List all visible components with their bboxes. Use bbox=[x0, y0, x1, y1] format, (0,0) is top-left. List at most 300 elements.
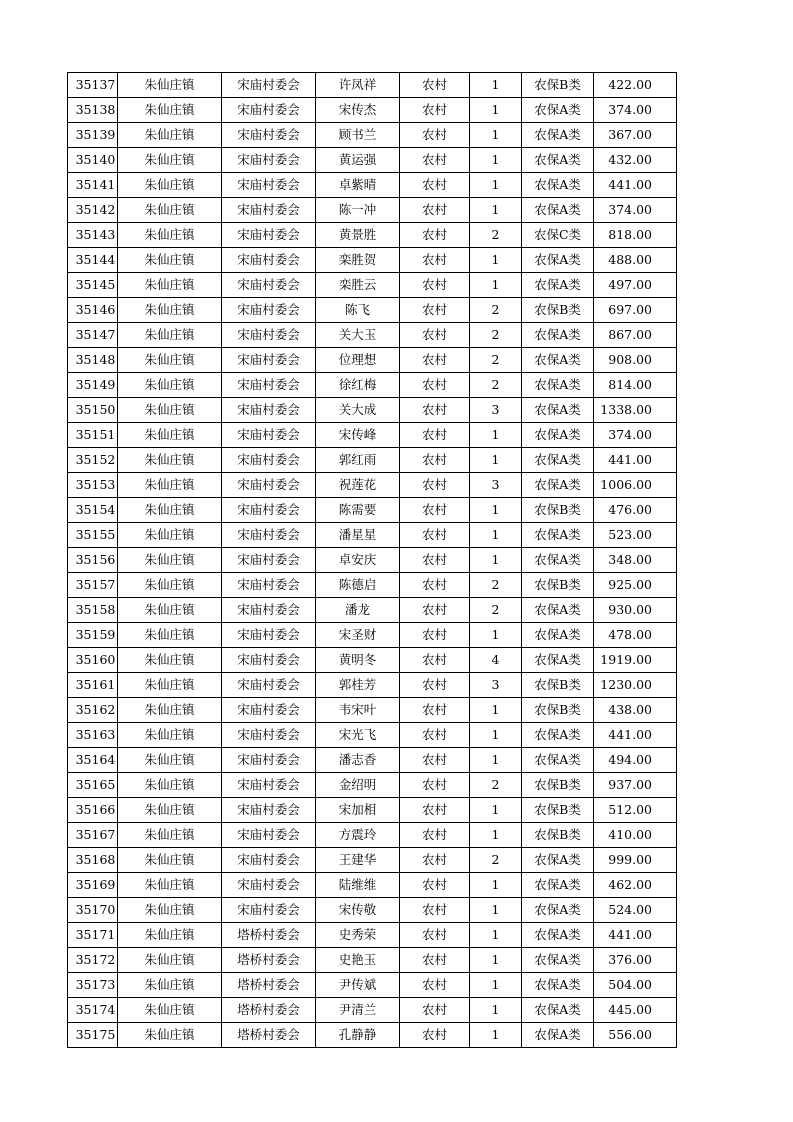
town-cell: 朱仙庄镇 bbox=[118, 873, 222, 898]
category-cell: 农保A类 bbox=[522, 848, 594, 873]
amount-cell: 930.00 bbox=[594, 598, 677, 623]
serial-cell: 35166 bbox=[68, 798, 118, 823]
village-committee-cell: 宋庙村委会 bbox=[222, 848, 316, 873]
town-cell: 朱仙庄镇 bbox=[118, 98, 222, 123]
name-cell: 黄运强 bbox=[316, 148, 400, 173]
serial-cell: 35172 bbox=[68, 948, 118, 973]
serial-cell: 35173 bbox=[68, 973, 118, 998]
name-cell: 陆维维 bbox=[316, 873, 400, 898]
serial-cell: 35143 bbox=[68, 223, 118, 248]
village-committee-cell: 宋庙村委会 bbox=[222, 748, 316, 773]
area-type-cell: 农村 bbox=[400, 623, 470, 648]
amount-cell: 494.00 bbox=[594, 748, 677, 773]
household-size-cell: 2 bbox=[470, 323, 522, 348]
serial-cell: 35146 bbox=[68, 298, 118, 323]
amount-cell: 441.00 bbox=[594, 173, 677, 198]
household-size-cell: 2 bbox=[470, 373, 522, 398]
name-cell: 尹传斌 bbox=[316, 973, 400, 998]
household-size-cell: 1 bbox=[470, 548, 522, 573]
town-cell: 朱仙庄镇 bbox=[118, 748, 222, 773]
category-cell: 农保B类 bbox=[522, 798, 594, 823]
serial-cell: 35140 bbox=[68, 148, 118, 173]
name-cell: 方震玲 bbox=[316, 823, 400, 848]
area-type-cell: 农村 bbox=[400, 973, 470, 998]
household-size-cell: 4 bbox=[470, 648, 522, 673]
serial-cell: 35155 bbox=[68, 523, 118, 548]
village-committee-cell: 宋庙村委会 bbox=[222, 173, 316, 198]
area-type-cell: 农村 bbox=[400, 523, 470, 548]
amount-cell: 374.00 bbox=[594, 198, 677, 223]
household-size-cell: 1 bbox=[470, 873, 522, 898]
area-type-cell: 农村 bbox=[400, 573, 470, 598]
village-committee-cell: 宋庙村委会 bbox=[222, 423, 316, 448]
table-row bbox=[68, 673, 677, 698]
serial-cell: 35161 bbox=[68, 673, 118, 698]
name-cell: 潘志香 bbox=[316, 748, 400, 773]
table-row bbox=[68, 873, 677, 898]
name-cell: 潘星星 bbox=[316, 523, 400, 548]
village-committee-cell: 宋庙村委会 bbox=[222, 498, 316, 523]
area-type-cell: 农村 bbox=[400, 948, 470, 973]
table-row bbox=[68, 73, 677, 98]
town-cell: 朱仙庄镇 bbox=[118, 323, 222, 348]
table-row bbox=[68, 1023, 677, 1048]
table-row bbox=[68, 223, 677, 248]
village-committee-cell: 宋庙村委会 bbox=[222, 348, 316, 373]
village-committee-cell: 宋庙村委会 bbox=[222, 873, 316, 898]
village-committee-cell: 宋庙村委会 bbox=[222, 548, 316, 573]
area-type-cell: 农村 bbox=[400, 923, 470, 948]
category-cell: 农保A类 bbox=[522, 723, 594, 748]
town-cell: 朱仙庄镇 bbox=[118, 923, 222, 948]
table-row bbox=[68, 723, 677, 748]
household-size-cell: 1 bbox=[470, 798, 522, 823]
amount-cell: 410.00 bbox=[594, 823, 677, 848]
amount-cell: 818.00 bbox=[594, 223, 677, 248]
household-size-cell: 2 bbox=[470, 348, 522, 373]
name-cell: 郭桂芳 bbox=[316, 673, 400, 698]
category-cell: 农保A类 bbox=[522, 98, 594, 123]
area-type-cell: 农村 bbox=[400, 223, 470, 248]
village-committee-cell: 宋庙村委会 bbox=[222, 398, 316, 423]
town-cell: 朱仙庄镇 bbox=[118, 448, 222, 473]
amount-cell: 999.00 bbox=[594, 848, 677, 873]
category-cell: 农保A类 bbox=[522, 973, 594, 998]
table-row bbox=[68, 248, 677, 273]
village-committee-cell: 宋庙村委会 bbox=[222, 798, 316, 823]
area-type-cell: 农村 bbox=[400, 473, 470, 498]
serial-cell: 35162 bbox=[68, 698, 118, 723]
category-cell: 农保A类 bbox=[522, 623, 594, 648]
area-type-cell: 农村 bbox=[400, 373, 470, 398]
amount-cell: 441.00 bbox=[594, 923, 677, 948]
table-row bbox=[68, 123, 677, 148]
amount-cell: 497.00 bbox=[594, 273, 677, 298]
village-committee-cell: 宋庙村委会 bbox=[222, 198, 316, 223]
area-type-cell: 农村 bbox=[400, 198, 470, 223]
category-cell: 农保A类 bbox=[522, 148, 594, 173]
area-type-cell: 农村 bbox=[400, 323, 470, 348]
household-size-cell: 1 bbox=[470, 748, 522, 773]
village-committee-cell: 宋庙村委会 bbox=[222, 473, 316, 498]
town-cell: 朱仙庄镇 bbox=[118, 773, 222, 798]
area-type-cell: 农村 bbox=[400, 698, 470, 723]
town-cell: 朱仙庄镇 bbox=[118, 173, 222, 198]
category-cell: 农保A类 bbox=[522, 398, 594, 423]
name-cell: 潘龙 bbox=[316, 598, 400, 623]
household-size-cell: 1 bbox=[470, 173, 522, 198]
village-committee-cell: 宋庙村委会 bbox=[222, 73, 316, 98]
amount-cell: 348.00 bbox=[594, 548, 677, 573]
area-type-cell: 农村 bbox=[400, 848, 470, 873]
serial-cell: 35144 bbox=[68, 248, 118, 273]
serial-cell: 35148 bbox=[68, 348, 118, 373]
amount-cell: 814.00 bbox=[594, 373, 677, 398]
amount-cell: 376.00 bbox=[594, 948, 677, 973]
amount-cell: 524.00 bbox=[594, 898, 677, 923]
amount-cell: 1006.00 bbox=[594, 473, 677, 498]
table-row bbox=[68, 823, 677, 848]
table-row bbox=[68, 648, 677, 673]
amount-cell: 867.00 bbox=[594, 323, 677, 348]
town-cell: 朱仙庄镇 bbox=[118, 223, 222, 248]
area-type-cell: 农村 bbox=[400, 98, 470, 123]
name-cell: 栾胜云 bbox=[316, 273, 400, 298]
serial-cell: 35169 bbox=[68, 873, 118, 898]
table-row bbox=[68, 423, 677, 448]
name-cell: 宋圣财 bbox=[316, 623, 400, 648]
category-cell: 农保A类 bbox=[522, 548, 594, 573]
table-row bbox=[68, 948, 677, 973]
serial-cell: 35152 bbox=[68, 448, 118, 473]
category-cell: 农保B类 bbox=[522, 673, 594, 698]
amount-cell: 441.00 bbox=[594, 723, 677, 748]
amount-cell: 374.00 bbox=[594, 423, 677, 448]
household-size-cell: 2 bbox=[470, 223, 522, 248]
area-type-cell: 农村 bbox=[400, 823, 470, 848]
area-type-cell: 农村 bbox=[400, 673, 470, 698]
category-cell: 农保B类 bbox=[522, 498, 594, 523]
area-type-cell: 农村 bbox=[400, 273, 470, 298]
serial-cell: 35150 bbox=[68, 398, 118, 423]
village-committee-cell: 宋庙村委会 bbox=[222, 598, 316, 623]
table-row bbox=[68, 548, 677, 573]
household-size-cell: 1 bbox=[470, 898, 522, 923]
town-cell: 朱仙庄镇 bbox=[118, 148, 222, 173]
village-committee-cell: 宋庙村委会 bbox=[222, 573, 316, 598]
amount-cell: 697.00 bbox=[594, 298, 677, 323]
serial-cell: 35171 bbox=[68, 923, 118, 948]
area-type-cell: 农村 bbox=[400, 123, 470, 148]
area-type-cell: 农村 bbox=[400, 173, 470, 198]
serial-cell: 35164 bbox=[68, 748, 118, 773]
category-cell: 农保A类 bbox=[522, 273, 594, 298]
household-size-cell: 1 bbox=[470, 1023, 522, 1048]
table-row bbox=[68, 973, 677, 998]
serial-cell: 35168 bbox=[68, 848, 118, 873]
area-type-cell: 农村 bbox=[400, 1023, 470, 1048]
name-cell: 孔静静 bbox=[316, 1023, 400, 1048]
area-type-cell: 农村 bbox=[400, 548, 470, 573]
household-size-cell: 1 bbox=[470, 723, 522, 748]
town-cell: 朱仙庄镇 bbox=[118, 523, 222, 548]
town-cell: 朱仙庄镇 bbox=[118, 998, 222, 1023]
town-cell: 朱仙庄镇 bbox=[118, 573, 222, 598]
village-committee-cell: 宋庙村委会 bbox=[222, 248, 316, 273]
category-cell: 农保A类 bbox=[522, 648, 594, 673]
category-cell: 农保A类 bbox=[522, 948, 594, 973]
town-cell: 朱仙庄镇 bbox=[118, 198, 222, 223]
town-cell: 朱仙庄镇 bbox=[118, 698, 222, 723]
village-committee-cell: 宋庙村委会 bbox=[222, 123, 316, 148]
name-cell: 王建华 bbox=[316, 848, 400, 873]
name-cell: 宋加相 bbox=[316, 798, 400, 823]
town-cell: 朱仙庄镇 bbox=[118, 398, 222, 423]
area-type-cell: 农村 bbox=[400, 898, 470, 923]
town-cell: 朱仙庄镇 bbox=[118, 723, 222, 748]
amount-cell: 374.00 bbox=[594, 98, 677, 123]
serial-cell: 35149 bbox=[68, 373, 118, 398]
serial-cell: 35147 bbox=[68, 323, 118, 348]
household-size-cell: 2 bbox=[470, 598, 522, 623]
town-cell: 朱仙庄镇 bbox=[118, 423, 222, 448]
village-committee-cell: 塔桥村委会 bbox=[222, 973, 316, 998]
household-size-cell: 1 bbox=[470, 973, 522, 998]
household-size-cell: 1 bbox=[470, 948, 522, 973]
town-cell: 朱仙庄镇 bbox=[118, 348, 222, 373]
table-row bbox=[68, 798, 677, 823]
household-size-cell: 2 bbox=[470, 573, 522, 598]
area-type-cell: 农村 bbox=[400, 748, 470, 773]
town-cell: 朱仙庄镇 bbox=[118, 73, 222, 98]
name-cell: 关大成 bbox=[316, 398, 400, 423]
amount-cell: 438.00 bbox=[594, 698, 677, 723]
category-cell: 农保A类 bbox=[522, 198, 594, 223]
village-committee-cell: 宋庙村委会 bbox=[222, 773, 316, 798]
household-size-cell: 1 bbox=[470, 423, 522, 448]
village-committee-cell: 宋庙村委会 bbox=[222, 223, 316, 248]
name-cell: 宋传杰 bbox=[316, 98, 400, 123]
village-committee-cell: 塔桥村委会 bbox=[222, 1023, 316, 1048]
village-committee-cell: 宋庙村委会 bbox=[222, 648, 316, 673]
town-cell: 朱仙庄镇 bbox=[118, 848, 222, 873]
category-cell: 农保B类 bbox=[522, 698, 594, 723]
town-cell: 朱仙庄镇 bbox=[118, 898, 222, 923]
table-row bbox=[68, 573, 677, 598]
household-size-cell: 1 bbox=[470, 123, 522, 148]
serial-cell: 35142 bbox=[68, 198, 118, 223]
name-cell: 许凤祥 bbox=[316, 73, 400, 98]
household-size-cell: 1 bbox=[470, 498, 522, 523]
village-committee-cell: 宋庙村委会 bbox=[222, 273, 316, 298]
town-cell: 朱仙庄镇 bbox=[118, 973, 222, 998]
household-size-cell: 2 bbox=[470, 298, 522, 323]
table-row bbox=[68, 698, 677, 723]
serial-cell: 35156 bbox=[68, 548, 118, 573]
category-cell: 农保A类 bbox=[522, 1023, 594, 1048]
amount-cell: 1230.00 bbox=[594, 673, 677, 698]
town-cell: 朱仙庄镇 bbox=[118, 1023, 222, 1048]
area-type-cell: 农村 bbox=[400, 998, 470, 1023]
name-cell: 史秀荣 bbox=[316, 923, 400, 948]
name-cell: 韦宋叶 bbox=[316, 698, 400, 723]
amount-cell: 478.00 bbox=[594, 623, 677, 648]
table-row bbox=[68, 98, 677, 123]
serial-cell: 35175 bbox=[68, 1023, 118, 1048]
amount-cell: 445.00 bbox=[594, 998, 677, 1023]
table-row bbox=[68, 373, 677, 398]
amount-cell: 504.00 bbox=[594, 973, 677, 998]
household-size-cell: 1 bbox=[470, 823, 522, 848]
name-cell: 黄明冬 bbox=[316, 648, 400, 673]
category-cell: 农保A类 bbox=[522, 898, 594, 923]
category-cell: 农保A类 bbox=[522, 348, 594, 373]
village-committee-cell: 宋庙村委会 bbox=[222, 148, 316, 173]
area-type-cell: 农村 bbox=[400, 648, 470, 673]
category-cell: 农保A类 bbox=[522, 173, 594, 198]
category-cell: 农保A类 bbox=[522, 448, 594, 473]
village-committee-cell: 宋庙村委会 bbox=[222, 898, 316, 923]
category-cell: 农保A类 bbox=[522, 123, 594, 148]
village-committee-cell: 塔桥村委会 bbox=[222, 948, 316, 973]
household-size-cell: 1 bbox=[470, 923, 522, 948]
area-type-cell: 农村 bbox=[400, 298, 470, 323]
amount-cell: 937.00 bbox=[594, 773, 677, 798]
amount-cell: 422.00 bbox=[594, 73, 677, 98]
name-cell: 尹清兰 bbox=[316, 998, 400, 1023]
village-committee-cell: 宋庙村委会 bbox=[222, 98, 316, 123]
table-row bbox=[68, 773, 677, 798]
village-committee-cell: 宋庙村委会 bbox=[222, 623, 316, 648]
serial-cell: 35167 bbox=[68, 823, 118, 848]
table-row bbox=[68, 323, 677, 348]
town-cell: 朱仙庄镇 bbox=[118, 823, 222, 848]
amount-cell: 367.00 bbox=[594, 123, 677, 148]
town-cell: 朱仙庄镇 bbox=[118, 673, 222, 698]
name-cell: 郭红雨 bbox=[316, 448, 400, 473]
village-committee-cell: 宋庙村委会 bbox=[222, 723, 316, 748]
serial-cell: 35137 bbox=[68, 73, 118, 98]
village-committee-cell: 宋庙村委会 bbox=[222, 323, 316, 348]
area-type-cell: 农村 bbox=[400, 723, 470, 748]
village-committee-cell: 宋庙村委会 bbox=[222, 298, 316, 323]
table-row bbox=[68, 598, 677, 623]
town-cell: 朱仙庄镇 bbox=[118, 373, 222, 398]
category-cell: 农保A类 bbox=[522, 473, 594, 498]
category-cell: 农保A类 bbox=[522, 923, 594, 948]
household-size-cell: 1 bbox=[470, 273, 522, 298]
area-type-cell: 农村 bbox=[400, 798, 470, 823]
table-row bbox=[68, 748, 677, 773]
amount-cell: 523.00 bbox=[594, 523, 677, 548]
household-size-cell: 1 bbox=[470, 698, 522, 723]
amount-cell: 488.00 bbox=[594, 248, 677, 273]
town-cell: 朱仙庄镇 bbox=[118, 298, 222, 323]
name-cell: 宋传峰 bbox=[316, 423, 400, 448]
area-type-cell: 农村 bbox=[400, 598, 470, 623]
household-size-cell: 1 bbox=[470, 523, 522, 548]
area-type-cell: 农村 bbox=[400, 248, 470, 273]
household-size-cell: 1 bbox=[470, 198, 522, 223]
town-cell: 朱仙庄镇 bbox=[118, 248, 222, 273]
area-type-cell: 农村 bbox=[400, 448, 470, 473]
village-committee-cell: 宋庙村委会 bbox=[222, 523, 316, 548]
name-cell: 宋传敬 bbox=[316, 898, 400, 923]
household-size-cell: 3 bbox=[470, 673, 522, 698]
name-cell: 陈一冲 bbox=[316, 198, 400, 223]
name-cell: 黄景胜 bbox=[316, 223, 400, 248]
amount-cell: 1919.00 bbox=[594, 648, 677, 673]
category-cell: 农保B类 bbox=[522, 298, 594, 323]
table-row bbox=[68, 398, 677, 423]
household-size-cell: 3 bbox=[470, 473, 522, 498]
category-cell: 农保B类 bbox=[522, 73, 594, 98]
town-cell: 朱仙庄镇 bbox=[118, 948, 222, 973]
category-cell: 农保A类 bbox=[522, 523, 594, 548]
village-committee-cell: 宋庙村委会 bbox=[222, 823, 316, 848]
category-cell: 农保A类 bbox=[522, 248, 594, 273]
name-cell: 陈需要 bbox=[316, 498, 400, 523]
name-cell: 关大玉 bbox=[316, 323, 400, 348]
amount-cell: 556.00 bbox=[594, 1023, 677, 1048]
table-row bbox=[68, 523, 677, 548]
serial-cell: 35153 bbox=[68, 473, 118, 498]
name-cell: 金绍明 bbox=[316, 773, 400, 798]
name-cell: 陈德启 bbox=[316, 573, 400, 598]
household-size-cell: 1 bbox=[470, 623, 522, 648]
table-row bbox=[68, 848, 677, 873]
table-row bbox=[68, 998, 677, 1023]
table-row bbox=[68, 148, 677, 173]
table-row bbox=[68, 198, 677, 223]
area-type-cell: 农村 bbox=[400, 423, 470, 448]
serial-cell: 35154 bbox=[68, 498, 118, 523]
town-cell: 朱仙庄镇 bbox=[118, 598, 222, 623]
household-size-cell: 2 bbox=[470, 773, 522, 798]
serial-cell: 35151 bbox=[68, 423, 118, 448]
name-cell: 卓紫晴 bbox=[316, 173, 400, 198]
area-type-cell: 农村 bbox=[400, 773, 470, 798]
amount-cell: 432.00 bbox=[594, 148, 677, 173]
town-cell: 朱仙庄镇 bbox=[118, 473, 222, 498]
area-type-cell: 农村 bbox=[400, 73, 470, 98]
town-cell: 朱仙庄镇 bbox=[118, 498, 222, 523]
town-cell: 朱仙庄镇 bbox=[118, 623, 222, 648]
category-cell: 农保B类 bbox=[522, 823, 594, 848]
amount-cell: 476.00 bbox=[594, 498, 677, 523]
town-cell: 朱仙庄镇 bbox=[118, 273, 222, 298]
table-row bbox=[68, 623, 677, 648]
table-row bbox=[68, 898, 677, 923]
town-cell: 朱仙庄镇 bbox=[118, 798, 222, 823]
name-cell: 顾书兰 bbox=[316, 123, 400, 148]
household-size-cell: 1 bbox=[470, 998, 522, 1023]
household-size-cell: 1 bbox=[470, 148, 522, 173]
category-cell: 农保A类 bbox=[522, 373, 594, 398]
name-cell: 卓安庆 bbox=[316, 548, 400, 573]
town-cell: 朱仙庄镇 bbox=[118, 548, 222, 573]
amount-cell: 908.00 bbox=[594, 348, 677, 373]
village-committee-cell: 宋庙村委会 bbox=[222, 448, 316, 473]
category-cell: 农保B类 bbox=[522, 573, 594, 598]
category-cell: 农保A类 bbox=[522, 998, 594, 1023]
category-cell: 农保A类 bbox=[522, 323, 594, 348]
name-cell: 宋光飞 bbox=[316, 723, 400, 748]
household-size-cell: 2 bbox=[470, 848, 522, 873]
serial-cell: 35141 bbox=[68, 173, 118, 198]
serial-cell: 35174 bbox=[68, 998, 118, 1023]
amount-cell: 512.00 bbox=[594, 798, 677, 823]
